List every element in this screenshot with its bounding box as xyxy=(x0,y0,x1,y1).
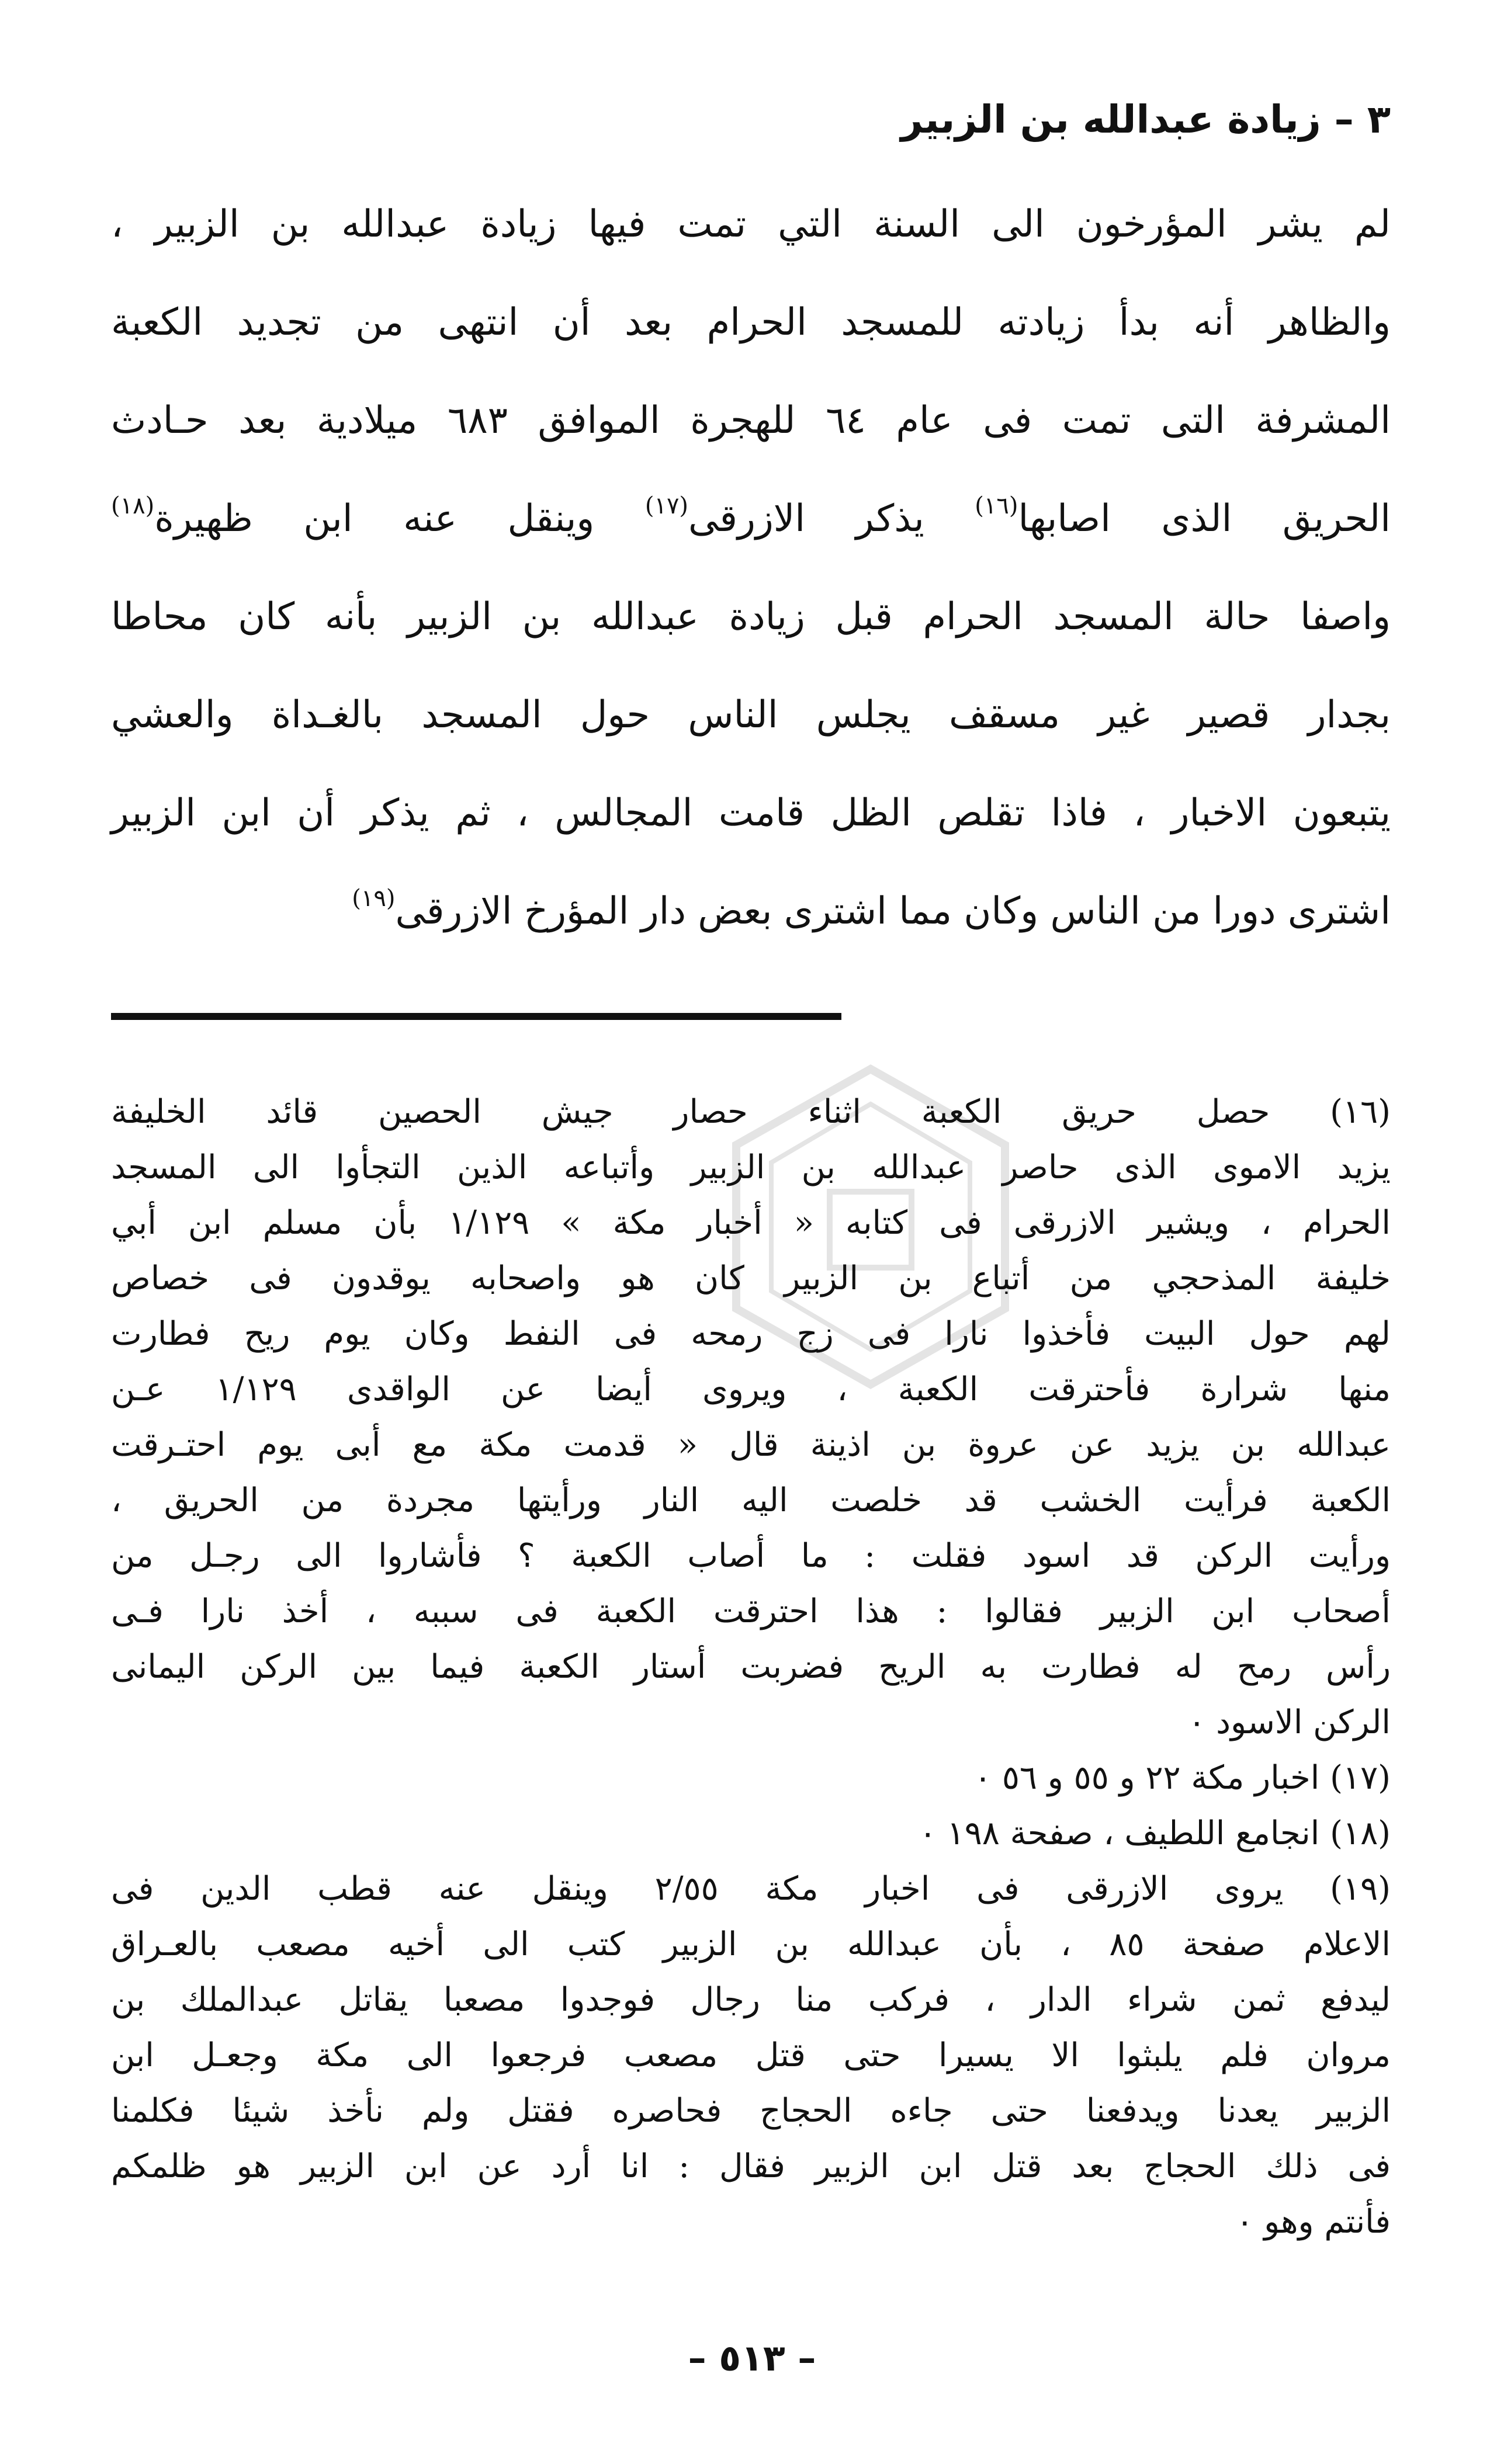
footnote-line: يزيد الاموى الذى حاصر عبدالله بن الزبير وأتباعه الذين التجأوا الى المسجد xyxy=(111,1148,1391,1186)
body-line: بجدار قصير غير مسقف يجلس الناس حول المسجد بالغـداة والعشي xyxy=(111,693,1391,737)
footnote-line: منها شرارة فأحترقت الكعبة ، ويروى أيضا عن الواقدى ١/١٢٩ عـن xyxy=(111,1370,1391,1408)
body-line: المشرفة التى تمت فى عام ٦٤ للهجرة الموافق ٦٨٣ ميلادية بعد حـادث xyxy=(111,399,1391,442)
footnote-line: عبدالله بن يزيد عن عروة بن اذينة قال « قدمت مكة مع أبى يوم احتـرقت xyxy=(111,1426,1391,1464)
body-line: والظاهر أنه بدأ زيادته للمسجد الحرام بعد أن انتهى من تجديد الكعبة xyxy=(111,301,1391,344)
footnote-line: ورأيت الركن قد اسود فقلت : ما أصاب الكعبة ؟ فأشاروا الى رجـل من xyxy=(111,1537,1391,1575)
footnote-line: ليدفع ثمن شراء الدار ، فركب منا رجال فوجدوا مصعبا يقاتل عبدالملك بن xyxy=(111,1981,1391,2019)
footnote-line: رأس رمح له فطارت به الريح فضربت أستار الكعبة فيما بين الركن اليمانى xyxy=(111,1648,1391,1686)
footnote-line: خليفة المذحجي من أتباع بن الزبير كان هو واصحابه يوقدون فى خصاص xyxy=(111,1259,1391,1297)
footnotes xyxy=(111,1084,1391,2250)
body-line: الحريق الذى اصابها$^{(١٦)}$ يذكر الازرقى$^{(١٧)}$ وينقل عنه ابن ظهيرة$^{(١٨)}$ xyxy=(111,492,1391,540)
footnote-reference: (١٦) xyxy=(975,492,1018,519)
body-line: اشترى دورا من الناس وكان مما اشترى بعض دار المؤرخ الازرقى$^{(١٩)}$ xyxy=(352,885,1391,933)
section-heading: ٣ – زيادة عبدالله بن الزبير xyxy=(900,97,1391,142)
footnote-line: لهم حول البيت فأخذوا نارا فى زج رمحه فى النفط وكان يوم ريح فطارت xyxy=(111,1315,1391,1353)
body-line: يتبعون الاخبار ، فاذا تقلص الظل قامت المجالس ، ثم يذكر أن ابن الزبير xyxy=(111,792,1391,835)
footnote-line: (١٦) حصل حريق الكعبة اثناء حصار جيش الحصين قائد الخليفة xyxy=(111,1093,1391,1131)
footnote-line: فأنتم وهو ٠ xyxy=(1236,2203,1391,2241)
footnote-reference: (١٨) xyxy=(111,492,155,519)
body-line: واصفا حالة المسجد الحرام قبل زيادة عبدالله بن الزبير بأنه كان محاطا xyxy=(111,595,1391,638)
footnote-line: (١٨) انجامع اللطيف ، صفحة ١٩٨ ٠ xyxy=(919,1814,1391,1852)
footnote-reference: (١٧) xyxy=(644,492,689,519)
body-text xyxy=(111,175,1391,960)
footnote-line: أصحاب ابن الزبير فقالوا : هذا احترقت الكعبة فى سببه ، أخذ نارا فـى xyxy=(111,1592,1391,1630)
footnote-line: الزبير يعدنا ويدفعنا حتى جاءه الحجاج فحاصره فقتل ولم نأخذ شيئا فكلمنا xyxy=(111,2092,1391,2130)
footnote-line: الكعبة فرأيت الخشب قد خلصت اليه النار ورأيتها مجردة من الحريق ، xyxy=(111,1481,1391,1519)
footnote-line: الركن الاسود ٠ xyxy=(1188,1703,1391,1741)
body-line: لم يشر المؤرخون الى السنة التي تمت فيها زيادة عبدالله بن الزبير ، xyxy=(111,203,1391,246)
footnote-line: الحرام ، ويشير الازرقى فى كتابه « أخبار مكة » ١/١٢٩ بأن مسلم ابن أبي xyxy=(111,1204,1391,1242)
footnote-line: فى ذلك الحجاج بعد قتل ابن الزبير فقال : انا أرد عن ابن الزبير هو ظلمكم xyxy=(111,2147,1391,2185)
footnote-line: (١٩) يروى الازرقى فى اخبار مكة ٢/٥٥ وينقل عنه قطب الدين فى xyxy=(111,1870,1391,1908)
footnote-reference: (١٩) xyxy=(352,885,396,912)
page-number: – ٥١٣ – xyxy=(688,2337,816,2379)
document-page xyxy=(111,88,1391,2250)
footnote-line: الاعلام صفحة ٨٥ ، بأن عبدالله بن الزبير كتب الى أخيه مصعب بالعـراق xyxy=(111,1925,1391,1963)
footnote-separator xyxy=(111,1013,841,1020)
footnote-line: (١٧) اخبار مكة ٢٢ و ٥٥ و ٥٦ ٠ xyxy=(973,1759,1391,1797)
footnote-line: مروان فلم يلبثوا الا يسيرا حتى قتل مصعب فرجعوا الى مكة وجعـل ابن xyxy=(111,2036,1391,2074)
